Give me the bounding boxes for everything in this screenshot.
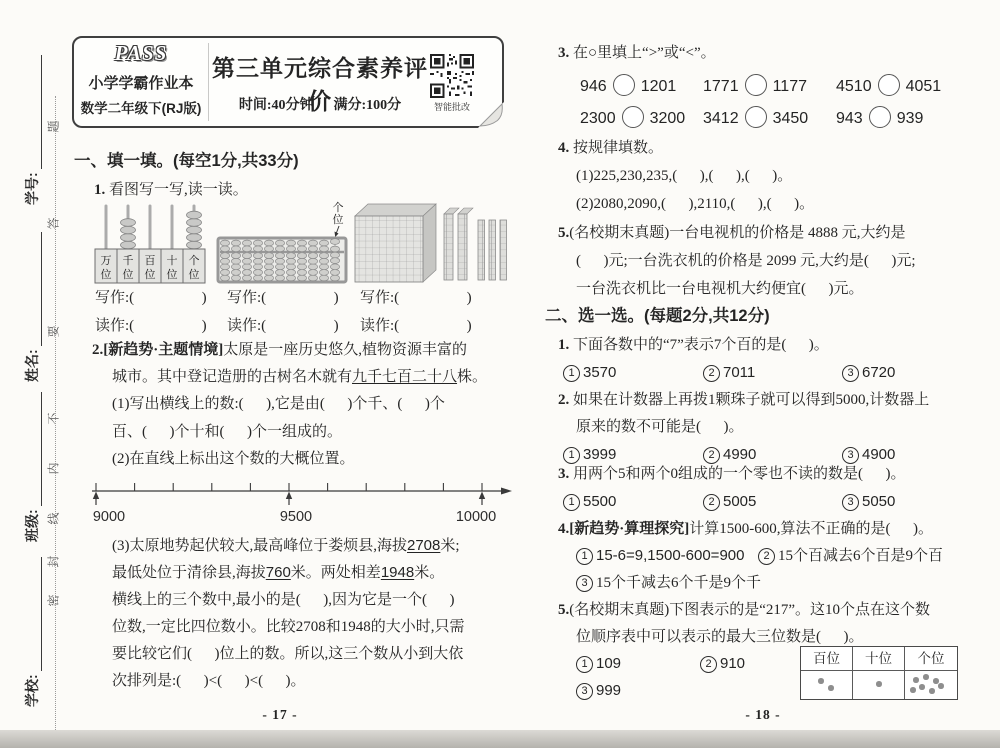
place-value-counter-figure bbox=[94, 203, 206, 285]
q3-line-1: (3)太原地势起伏较大,最高峰位于娄烦县,海拔2708米; bbox=[112, 537, 460, 554]
compare-circle bbox=[745, 106, 767, 128]
header-box bbox=[72, 36, 504, 128]
table-header-tens: 十位 bbox=[853, 647, 905, 671]
s2q2-line-2: 原来的数不可能是( )。 bbox=[576, 419, 744, 435]
q2-line-4: 百、( )个十和( )个一组成的。 bbox=[112, 424, 342, 440]
svg-text:位: 位 bbox=[144, 269, 156, 281]
s2q1-stem: 1. 下面各数中的“7”表示7个百的是( )。 bbox=[558, 337, 829, 353]
exam-time: 时间:40分钟 bbox=[238, 98, 314, 113]
seal-char: 封 bbox=[46, 555, 61, 568]
blank-line bbox=[26, 232, 42, 346]
q1-stem: 1. 看图写一写,读一读。 bbox=[94, 182, 248, 198]
svg-text:9500: 9500 bbox=[279, 509, 313, 525]
dot bbox=[938, 683, 944, 689]
dot bbox=[933, 678, 939, 684]
exam-meta bbox=[212, 94, 428, 114]
dots-hundreds bbox=[801, 671, 853, 699]
q3-line-2: 最低处位于清徐县,海拔760米。两处相差1948米。 bbox=[112, 564, 445, 581]
brand-line-2: 数学二年级下(RJ版) bbox=[80, 101, 202, 116]
name-field: 姓名: bbox=[24, 232, 42, 382]
option: 1 5500 bbox=[563, 493, 616, 511]
option: 1 3570 bbox=[563, 364, 616, 382]
s2q4-option-2: 2 15个百减去6个百是9个百 bbox=[758, 547, 943, 565]
q2-line-3: (1)写出横线上的数:( ),它是由( )个千、( )个 bbox=[112, 396, 445, 412]
read-as-blank: 读作:( ) bbox=[360, 318, 472, 334]
svg-text:10000: 10000 bbox=[455, 509, 497, 525]
class-field: 班级: bbox=[24, 392, 42, 542]
section-1-header: 一、填一填。(每空1分,共33分) bbox=[74, 152, 299, 170]
blank-line bbox=[26, 392, 42, 506]
s2q2-line-1: 2. 如果在计数器上再拨1颗珠子就可以得到5000,计数器上 bbox=[558, 392, 930, 408]
student-id-field: 学号: bbox=[24, 55, 42, 205]
s2q5-line-2: 位顺序表中可以表示的最大三位数是( )。 bbox=[576, 629, 864, 645]
compare-circle bbox=[622, 106, 644, 128]
dots-tens bbox=[853, 671, 905, 699]
option: 3 999 bbox=[576, 682, 621, 700]
svg-text:百: 百 bbox=[144, 255, 156, 267]
place-value-dot-table bbox=[800, 646, 958, 700]
svg-text:位: 位 bbox=[166, 269, 178, 281]
compare-pair: 3412 3450 bbox=[703, 106, 808, 128]
q3-line-5: 要比较它们( )位上的数。所以,这三个数从小到大依 bbox=[112, 646, 464, 662]
compare-pair: 4510 4051 bbox=[836, 74, 941, 96]
svg-text:位: 位 bbox=[122, 269, 134, 281]
compare-pair: 2300 3200 bbox=[580, 106, 685, 128]
s2q3-stem: 3. 用两个5和两个0组成的一个零也不读的数是( )。 bbox=[558, 466, 906, 482]
section-2-header: 二、选一选。(每题2分,共12分) bbox=[545, 307, 770, 325]
compare-circle bbox=[869, 106, 891, 128]
seal-char: 题 bbox=[46, 120, 61, 133]
q3-line-4: 位数,一定比四位数小。比较2708和1948的大小时,只需 bbox=[112, 619, 465, 635]
svg-text:千: 千 bbox=[122, 255, 134, 267]
dot bbox=[913, 677, 919, 683]
compare-circle bbox=[613, 74, 635, 96]
page-number-18: - 18 - bbox=[745, 707, 781, 722]
q5-line-1: 5.(名校期末真题)一台电视机的价格是 4888 元,大约是 bbox=[558, 225, 906, 241]
q4-stem: 4. 按规律填数。 bbox=[558, 140, 664, 156]
header-divider bbox=[208, 43, 209, 121]
seal-char: 线 bbox=[46, 512, 61, 525]
s2q4-stem: 4.[新趋势·算理探究]计算1500-600,算法不正确的是( )。 bbox=[558, 521, 933, 537]
compare-circle bbox=[745, 74, 767, 96]
table-header-hundreds: 百位 bbox=[801, 647, 853, 671]
qr-code bbox=[430, 54, 474, 98]
exam-score: 满分:100分 bbox=[333, 98, 402, 113]
school-field: 学校: bbox=[24, 557, 42, 707]
s2q4-option-3: 3 15个千减去6个千是9个千 bbox=[576, 574, 761, 592]
option: 2 4990 bbox=[703, 446, 756, 464]
number-line-figure bbox=[90, 477, 514, 525]
table-header-ones: 个位 bbox=[905, 647, 957, 671]
write-as-blank: 写作:( ) bbox=[360, 290, 472, 306]
q5-line-3: 一台洗衣机比一台电视机大约便宜( )元。 bbox=[576, 281, 864, 297]
write-as-blank: 写作:( ) bbox=[227, 290, 339, 306]
compare-pair: 1771 1177 bbox=[703, 74, 807, 96]
blank-line bbox=[26, 55, 42, 169]
dot bbox=[923, 674, 929, 680]
svg-text:9000: 9000 bbox=[92, 509, 126, 525]
option: 3 4900 bbox=[842, 446, 895, 464]
q5-line-2: ( )元;一台洗衣机的价格是 2099 元,大约是( )元; bbox=[576, 253, 916, 269]
seal-char: 不 bbox=[46, 412, 61, 425]
dot bbox=[828, 685, 834, 691]
qr-caption: 智能批改 bbox=[433, 102, 470, 112]
dot bbox=[929, 688, 935, 694]
brand-line-1: 小学学霸作业本 bbox=[88, 75, 194, 92]
q3-line-3: 横线上的三个数中,最小的是( ),因为它是一个( ) bbox=[112, 592, 455, 608]
seal-char: 要 bbox=[46, 325, 61, 338]
option: 1 109 bbox=[576, 655, 621, 673]
s2q4-option-1: 1 15-6=9,1500-600=900 bbox=[576, 547, 744, 565]
q4-line-2: (2)2080,2090,( ),2110,( ),( )。 bbox=[576, 196, 815, 212]
option: 3 5050 bbox=[842, 493, 895, 511]
dot bbox=[876, 681, 882, 687]
read-as-blank: 读作:( ) bbox=[95, 318, 207, 334]
svg-text:万: 万 bbox=[100, 255, 112, 267]
pass-logo: PASS bbox=[114, 41, 168, 65]
read-as-blank: 读作:( ) bbox=[227, 318, 339, 334]
q2-line-5: (2)在直线上标出这个数的大概位置。 bbox=[112, 451, 355, 467]
dot bbox=[919, 684, 925, 690]
write-as-blank: 写作:( ) bbox=[95, 290, 207, 306]
svg-text:位: 位 bbox=[188, 269, 200, 281]
q3-line-6: 次排列是:( )<( )<( )。 bbox=[112, 673, 306, 689]
option: 2 910 bbox=[700, 655, 745, 673]
q4-line-1: (1)225,230,235,( ),( ),( )。 bbox=[576, 168, 793, 184]
page-fold-corner bbox=[478, 102, 504, 128]
compare-circle bbox=[878, 74, 900, 96]
abacus-figure bbox=[216, 200, 350, 285]
svg-text:位: 位 bbox=[332, 214, 344, 226]
compare-pair: 943 939 bbox=[836, 106, 923, 128]
option: 2 5005 bbox=[703, 493, 756, 511]
s2q5-line-1: 5.(名校期末真题)下图表示的是“217”。这10个点在这个数 bbox=[558, 602, 931, 618]
base-ten-blocks-figure bbox=[352, 200, 508, 286]
svg-text:个: 个 bbox=[332, 202, 344, 214]
blank-line bbox=[26, 557, 42, 671]
option: 2 7011 bbox=[703, 364, 755, 382]
scan-bottom-edge bbox=[0, 730, 1000, 748]
dot bbox=[818, 678, 824, 684]
page-number-17: - 17 - bbox=[262, 707, 298, 722]
q2-line-1: 2.[新趋势·主题情境]太原是一座历史悠久,植物资源丰富的 bbox=[92, 342, 468, 358]
option: 1 3999 bbox=[563, 446, 616, 464]
seal-char: 密 bbox=[46, 594, 61, 607]
svg-text:位: 位 bbox=[100, 269, 112, 281]
seal-char: 答 bbox=[46, 217, 61, 230]
svg-text:十: 十 bbox=[166, 255, 178, 267]
q2-line-2: 城市。其中登记造册的古树名木就有九千七百二十八株。 bbox=[112, 369, 488, 385]
q3-stem: 3. 在○里填上“>”或“<”。 bbox=[558, 45, 716, 61]
svg-text:个: 个 bbox=[188, 255, 200, 267]
dots-ones bbox=[905, 671, 957, 699]
compare-pair: 946 1201 bbox=[580, 74, 676, 96]
page-title: 第三单元综合素养评价 bbox=[212, 55, 428, 114]
option: 3 6720 bbox=[842, 364, 895, 382]
dot bbox=[910, 687, 916, 693]
seal-char: 内 bbox=[46, 462, 61, 475]
